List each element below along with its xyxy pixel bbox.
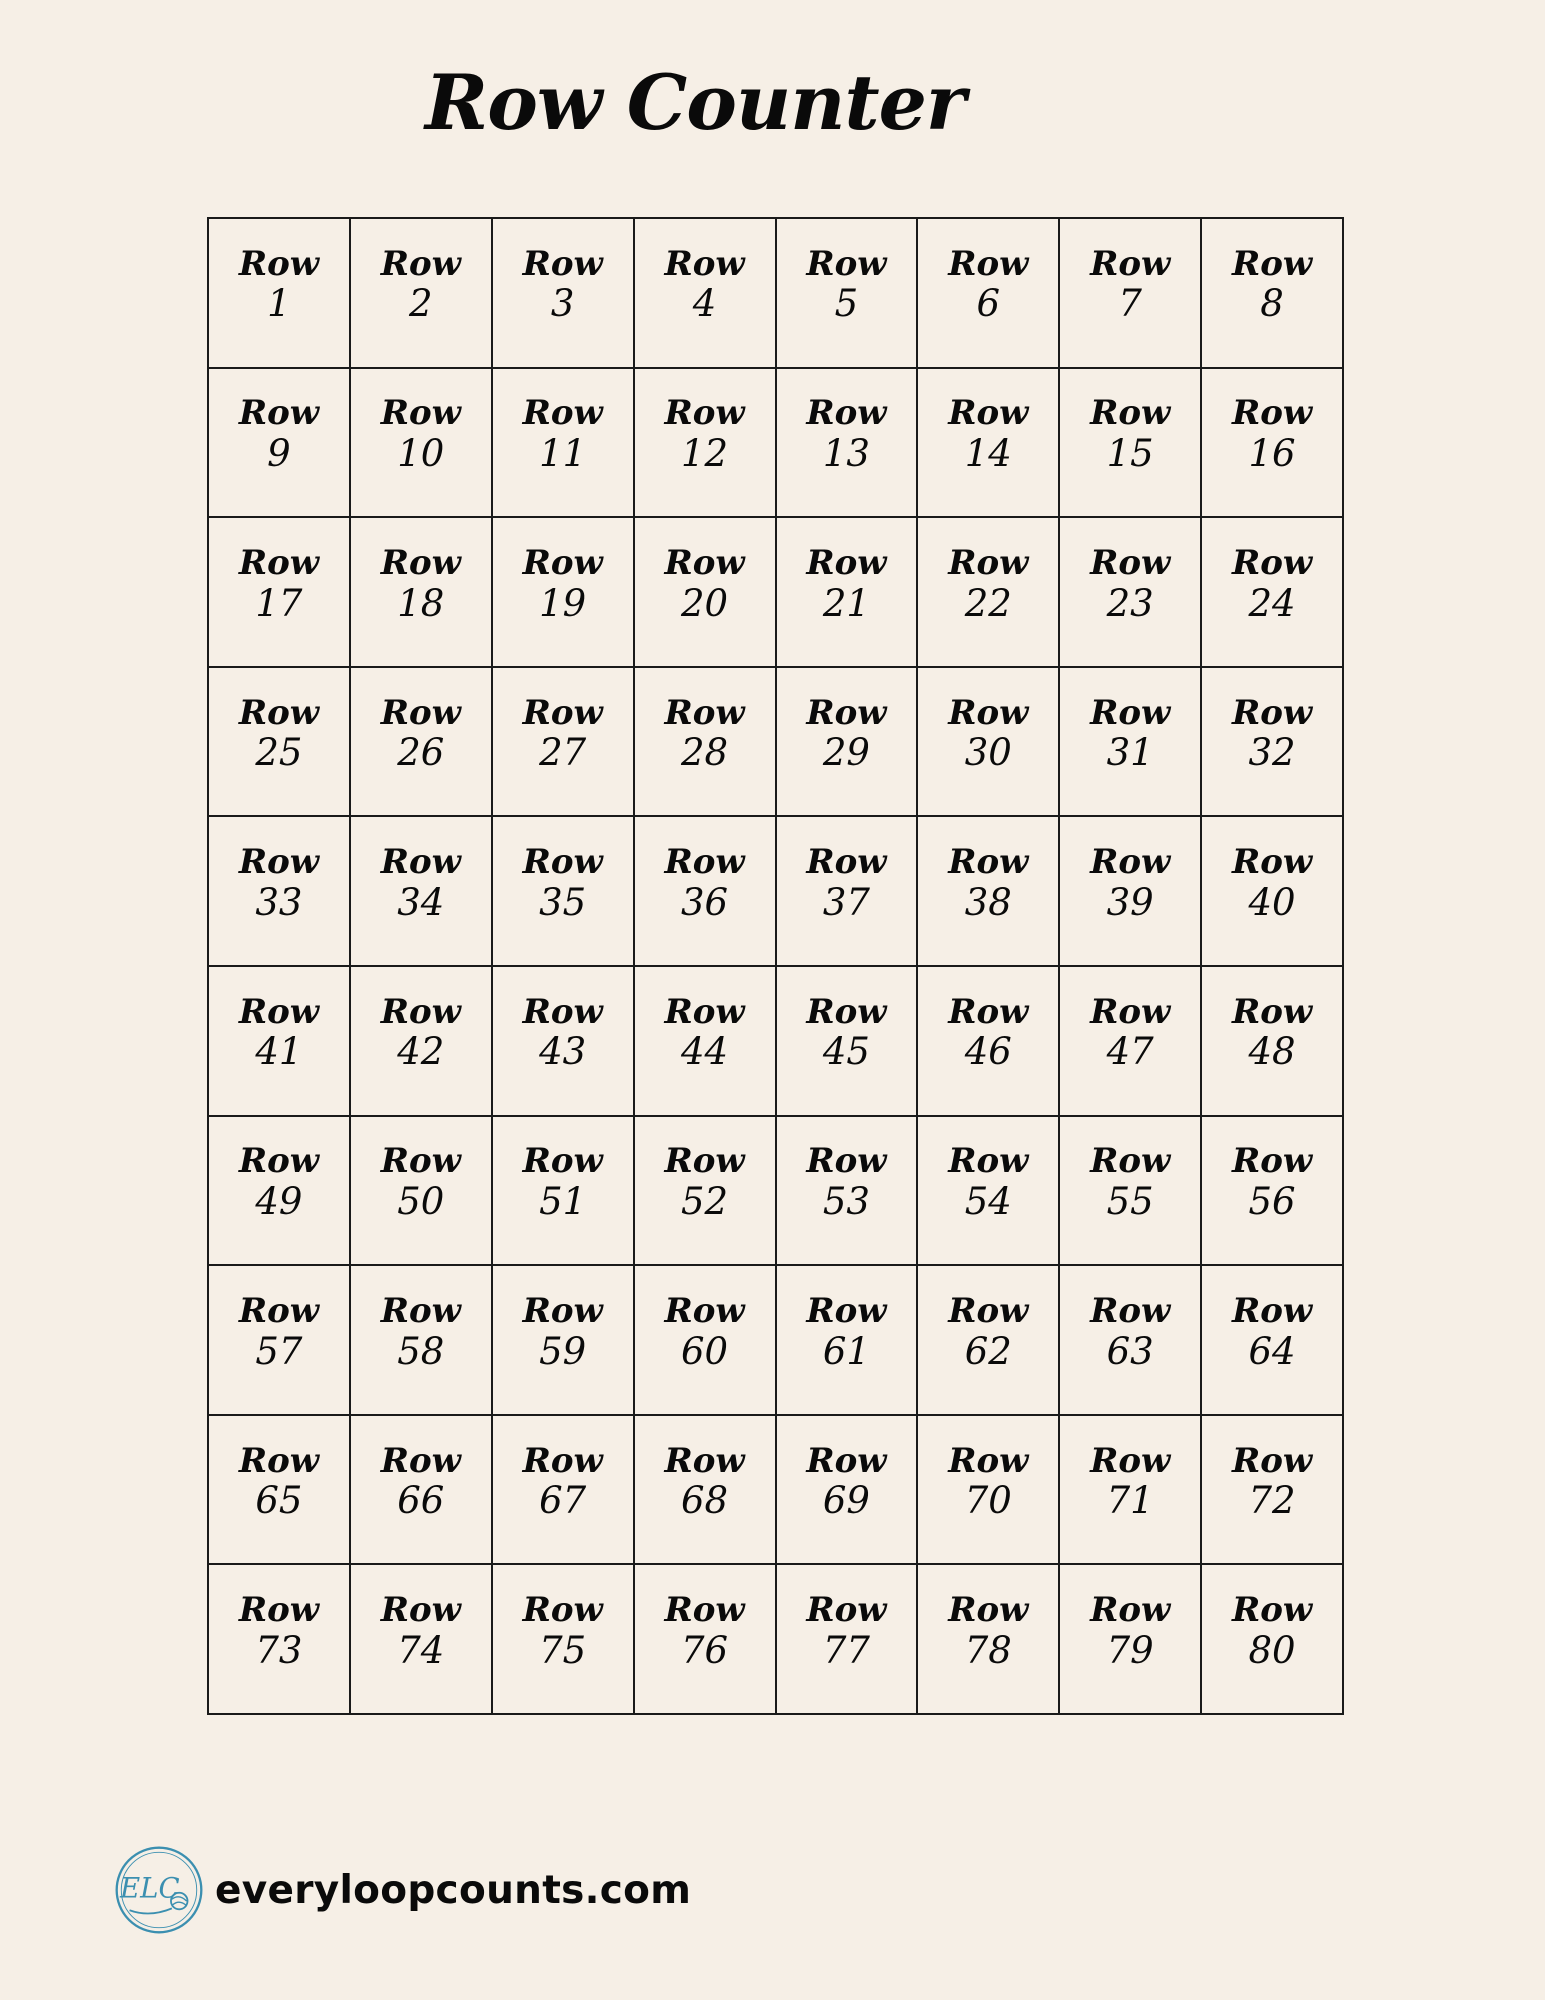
row-number: 24 [1248,581,1296,625]
row-number: 7 [1118,282,1142,326]
row-number: 42 [397,1030,445,1074]
row-label: Row [806,542,887,583]
row-number: 30 [964,731,1012,775]
row-number: 67 [539,1479,587,1523]
row-label: Row [948,842,1029,883]
row-cell [777,1416,919,1566]
row-label: Row [664,393,745,434]
row-label: Row [806,1440,887,1481]
row-cell [1202,1266,1344,1416]
row-label: Row [238,692,320,733]
row-cell [1202,1117,1344,1267]
row-cell [209,1117,351,1267]
row-cell [777,518,919,668]
row-number: 60 [681,1329,729,1373]
row-number: 53 [822,1180,870,1224]
row-cell [635,518,777,668]
row-cell [635,219,777,369]
row-label: Row [806,1141,887,1182]
row-label: Row [238,542,320,583]
row-label: Row [806,393,887,434]
row-cell [635,817,777,967]
row-number: 49 [255,1180,303,1224]
row-label: Row [380,1590,461,1631]
row-number: 75 [539,1628,587,1672]
row-label: Row [1090,393,1171,434]
row-label: Row [238,991,320,1032]
row-cell [635,1117,777,1267]
row-label: Row [664,692,745,733]
row-cell [351,1416,493,1566]
row-number: 51 [539,1180,587,1224]
row-label: Row [1090,1590,1171,1631]
row-number: 5 [834,282,859,326]
row-label: Row [380,842,461,883]
row-cell [1060,1266,1202,1416]
row-cell [918,518,1060,668]
row-cell [209,369,351,519]
row-label: Row [380,692,461,733]
row-cell [1202,1416,1344,1566]
row-number: 29 [822,731,870,775]
row-cell [351,219,493,369]
row-label: Row [522,991,603,1032]
row-cell [1202,219,1344,369]
row-label: Row [522,1290,603,1331]
row-cell [493,1416,635,1566]
row-cell [493,967,635,1117]
row-cell [351,668,493,818]
row-label: Row [948,1141,1029,1182]
row-label: Row [1231,1590,1313,1631]
row-number: 12 [681,432,729,476]
row-cell [777,668,919,818]
row-label: Row [948,692,1029,733]
row-label: Row [948,1590,1029,1631]
row-number: 20 [681,581,729,625]
row-cell [209,1565,351,1715]
row-label: Row [948,243,1029,284]
row-cell [635,668,777,818]
row-label: Row [1231,1440,1313,1481]
row-number: 21 [822,581,870,625]
row-number: 2 [409,282,433,326]
row-cell [777,369,919,519]
row-number: 41 [255,1030,303,1074]
row-label: Row [1231,542,1313,583]
row-label: Row [948,1440,1029,1481]
row-cell [1060,1117,1202,1267]
row-number: 79 [1106,1628,1154,1672]
row-number: 62 [964,1329,1012,1373]
row-cell [1060,1565,1202,1715]
row-label: Row [522,393,603,434]
row-cell [777,1266,919,1416]
row-cell [918,1117,1060,1267]
row-label: Row [1090,542,1171,583]
row-cell [493,817,635,967]
row-cell [493,1565,635,1715]
row-cell [493,1117,635,1267]
row-cell [635,1266,777,1416]
row-label: Row [806,243,887,284]
row-label: Row [522,1440,603,1481]
row-label: Row [1231,842,1313,883]
row-cell [351,967,493,1117]
row-cell [1060,967,1202,1117]
row-label: Row [238,393,320,434]
row-number: 64 [1248,1329,1296,1373]
row-cell [918,1416,1060,1566]
row-cell [918,1266,1060,1416]
row-number: 70 [964,1479,1012,1523]
row-number: 78 [964,1628,1012,1672]
row-number: 48 [1248,1030,1296,1074]
row-number: 52 [681,1180,729,1224]
row-cell [1202,668,1344,818]
row-cell [493,219,635,369]
row-number: 34 [397,880,445,924]
row-label: Row [1090,1141,1171,1182]
row-number: 17 [255,581,303,625]
row-label: Row [238,1141,320,1182]
row-label: Row [664,1590,745,1631]
row-number: 50 [397,1180,445,1224]
row-number: 16 [1248,432,1296,476]
row-cell [918,668,1060,818]
row-label: Row [806,692,887,733]
row-label: Row [522,1141,603,1182]
row-label: Row [238,1290,320,1331]
row-label: Row [380,393,461,434]
row-number: 27 [539,731,587,775]
row-number: 3 [550,282,575,326]
row-number: 54 [964,1180,1012,1224]
row-cell [635,369,777,519]
row-number: 73 [255,1628,303,1672]
row-cell [493,518,635,668]
row-number: 55 [1106,1180,1154,1224]
row-cell [1060,369,1202,519]
row-cell [635,967,777,1117]
row-number: 8 [1260,282,1284,326]
row-number: 57 [255,1329,303,1373]
row-cell [351,817,493,967]
row-number: 28 [681,731,729,775]
row-cell [351,369,493,519]
row-number: 74 [397,1628,445,1672]
row-label: Row [1090,1440,1171,1481]
row-cell [351,518,493,668]
row-number: 11 [539,432,587,476]
row-cell [1060,219,1202,369]
row-number: 26 [397,731,445,775]
row-label: Row [522,692,603,733]
row-label: Row [380,243,461,284]
row-cell [777,219,919,369]
row-cell [918,967,1060,1117]
row-label: Row [380,991,461,1032]
row-number: 46 [964,1030,1012,1074]
row-number: 18 [397,581,445,625]
row-label: Row [1231,1141,1313,1182]
row-label: Row [1090,243,1171,284]
row-number: 31 [1106,731,1154,775]
row-cell [1060,518,1202,668]
row-cell [209,668,351,818]
row-label: Row [1090,692,1171,733]
row-cell [918,219,1060,369]
row-label: Row [664,542,745,583]
row-number: 37 [822,880,870,924]
row-cell [1202,1565,1344,1715]
row-counter-grid [207,217,1344,1715]
row-label: Row [806,1590,887,1631]
row-number: 33 [255,880,303,924]
row-number: 43 [539,1030,587,1074]
row-label: Row [380,1290,461,1331]
row-cell [777,817,919,967]
row-cell [209,817,351,967]
row-label: Row [664,1141,745,1182]
row-number: 35 [539,880,587,924]
row-number: 45 [822,1030,870,1074]
row-label: Row [1231,692,1313,733]
row-number: 4 [692,282,717,326]
row-number: 58 [397,1329,445,1373]
row-number: 22 [964,581,1012,625]
row-number: 40 [1248,880,1296,924]
row-number: 1 [267,282,291,326]
row-cell [777,1117,919,1267]
row-label: Row [664,243,745,284]
row-label: Row [522,842,603,883]
row-label: Row [806,991,887,1032]
row-number: 68 [681,1479,729,1523]
page-title: Row Counter [425,58,965,147]
row-number: 6 [976,282,1001,326]
row-label: Row [948,1290,1029,1331]
row-label: Row [948,991,1029,1032]
row-number: 69 [822,1479,870,1523]
row-number: 56 [1248,1180,1296,1224]
row-number: 61 [822,1329,870,1373]
row-cell [209,219,351,369]
row-cell [1060,817,1202,967]
row-number: 32 [1248,731,1296,775]
row-cell [635,1565,777,1715]
row-label: Row [522,1590,603,1631]
yarn-ball-logo-icon [113,1844,205,1936]
row-cell [1202,817,1344,967]
row-number: 39 [1106,880,1154,924]
row-label: Row [238,243,320,284]
row-cell [635,1416,777,1566]
row-label: Row [380,542,461,583]
row-number: 77 [822,1628,870,1672]
row-number: 80 [1248,1628,1296,1672]
row-number: 23 [1106,581,1154,625]
row-label: Row [1231,393,1313,434]
row-cell [209,1416,351,1566]
row-number: 66 [397,1479,445,1523]
row-number: 15 [1106,432,1154,476]
row-cell [493,1266,635,1416]
row-cell [351,1266,493,1416]
row-cell [777,1565,919,1715]
footer [113,1844,691,1936]
row-number: 44 [681,1030,729,1074]
row-number: 9 [267,432,291,476]
row-label: Row [1090,991,1171,1032]
row-label: Row [238,1590,320,1631]
row-number: 65 [255,1479,303,1523]
logo-monogram: ELC [120,1871,180,1905]
row-label: Row [1231,1290,1313,1331]
row-number: 10 [397,432,445,476]
row-label: Row [238,1440,320,1481]
row-number: 72 [1248,1479,1296,1523]
row-cell [209,1266,351,1416]
row-label: Row [380,1141,461,1182]
row-label: Row [664,991,745,1032]
row-label: Row [238,842,320,883]
row-cell [918,817,1060,967]
row-label: Row [806,842,887,883]
row-cell [1060,1416,1202,1566]
row-number: 13 [822,432,870,476]
row-label: Row [948,393,1029,434]
row-label: Row [664,1440,745,1481]
row-number: 47 [1106,1030,1154,1074]
row-label: Row [664,1290,745,1331]
row-cell [493,369,635,519]
row-label: Row [1090,1290,1171,1331]
row-number: 59 [539,1329,587,1373]
row-cell [209,518,351,668]
website-link[interactable]: everyloopcounts.com [215,1867,692,1913]
row-label: Row [664,842,745,883]
row-number: 71 [1106,1479,1154,1523]
row-label: Row [522,243,603,284]
row-cell [777,967,919,1117]
row-label: Row [1090,842,1171,883]
row-number: 25 [255,731,303,775]
row-number: 38 [964,880,1012,924]
row-cell [1060,668,1202,818]
row-cell [1202,369,1344,519]
row-cell [209,967,351,1117]
row-cell [351,1565,493,1715]
row-cell [1202,518,1344,668]
row-label: Row [522,542,603,583]
row-cell [918,1565,1060,1715]
row-cell [493,668,635,818]
row-number: 63 [1106,1329,1154,1373]
row-label: Row [380,1440,461,1481]
row-number: 19 [539,581,587,625]
row-label: Row [948,542,1029,583]
row-number: 76 [681,1628,729,1672]
row-label: Row [1231,243,1313,284]
row-cell [351,1117,493,1267]
row-cell [1202,967,1344,1117]
row-label: Row [806,1290,887,1331]
row-label: Row [1231,991,1313,1032]
row-cell [918,369,1060,519]
row-number: 36 [681,880,729,924]
row-number: 14 [964,432,1012,476]
